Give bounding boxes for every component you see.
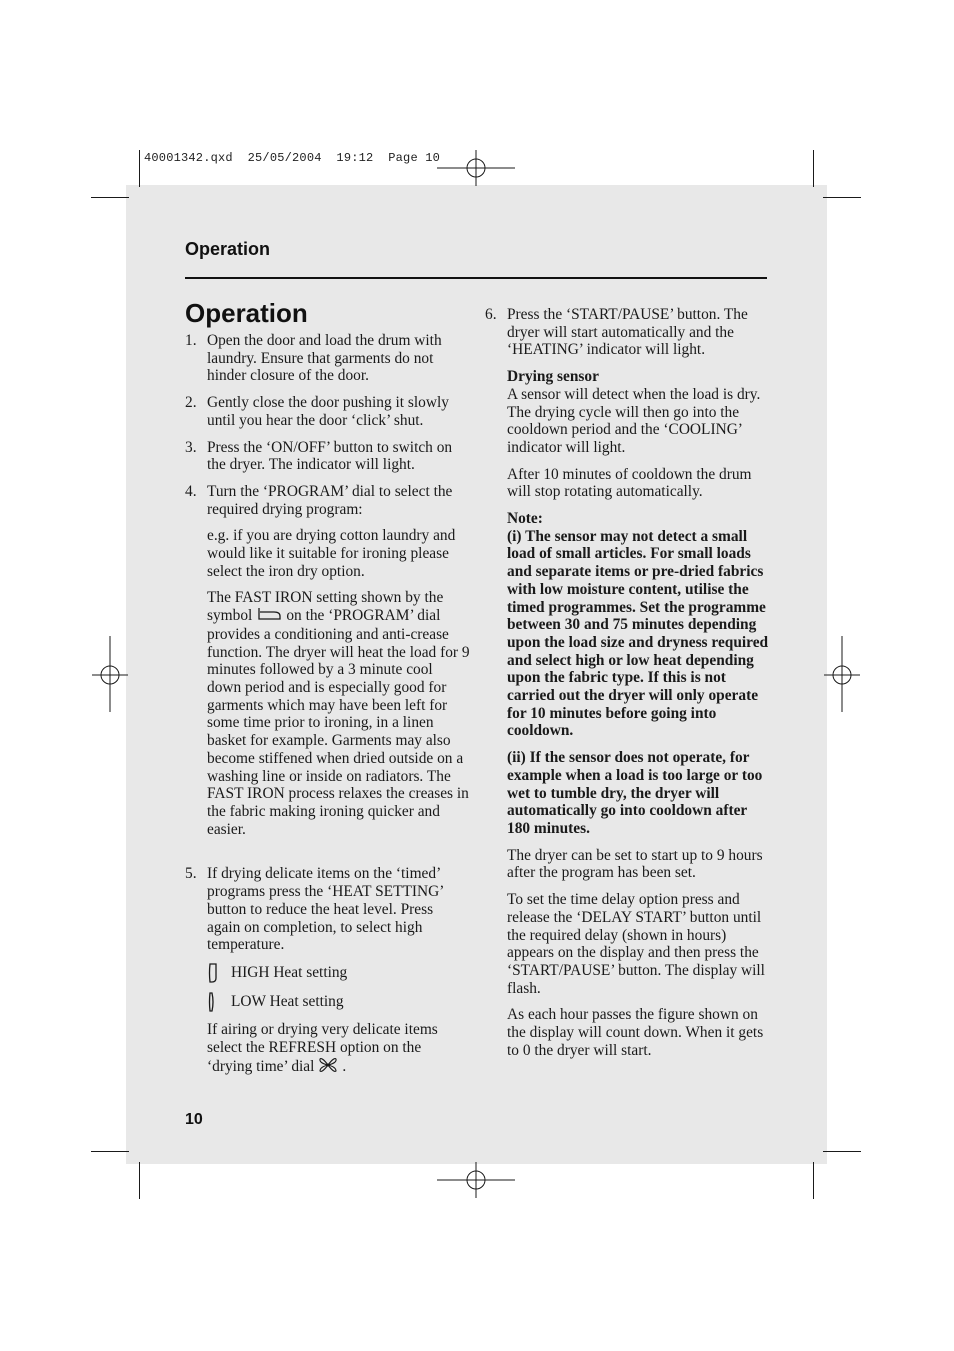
- step-number: 3.: [185, 438, 197, 456]
- note-ii: (ii) If the sensor does not operate, for example when a load is too large or too wet to tumble dry, the dryer will automatically go into cooldown after 180 minutes.: [507, 749, 763, 837]
- airing-text-after: .: [342, 1058, 347, 1076]
- drying-sensor-section: [507, 368, 771, 457]
- step-text: Press the ‘ON/OFF’ button to switch on the dryer. The indicator will light.: [207, 438, 453, 474]
- step-number: 4.: [185, 482, 197, 500]
- running-head: Operation: [185, 239, 271, 259]
- registration-mark-left: [90, 636, 130, 714]
- step-text: Press the ‘START/PAUSE’ button. The dryer will start automatically and the ‘HEATING’ indicator will light.: [507, 306, 748, 359]
- countdown-text: As each hour passes the figure shown on the display will count down. When it gets to 0 the dryer will start.: [507, 1006, 764, 1059]
- drying-sensor-heading: Drying sensor: [507, 368, 599, 386]
- high-heat-row: [207, 963, 470, 983]
- step-text: If drying delicate items on the ‘timed’ programs press the ‘HEAT SETTING’ button to reduce the heat level. Press again on completion, to select high temperature.: [207, 865, 444, 954]
- step-number: 1.: [185, 332, 197, 349]
- spacer: [185, 847, 470, 865]
- airing-description: [207, 1021, 470, 1079]
- iron-symbol-icon: [256, 607, 282, 626]
- low-heat-label: LOW Heat setting: [231, 993, 344, 1011]
- step-4: [185, 483, 470, 838]
- crop-mark: [91, 1151, 129, 1152]
- crop-mark: [139, 1162, 140, 1199]
- right-column: [485, 306, 771, 1068]
- step-5: [185, 865, 470, 1079]
- step-1: [185, 332, 470, 385]
- step-example: e.g. if you are drying cotton laundry and would like it suitable for ironing please select the iron dry option.: [207, 527, 456, 580]
- note-heading: Note:: [507, 510, 543, 528]
- airing-text-before: If airing or drying very delicate items select the REFRESH option on the ‘drying time’ dial: [207, 1020, 438, 1076]
- page-title: Operation: [185, 298, 308, 328]
- note-i: (i) The sensor may not detect a small load of small articles. For small loads and separate items or pre-dried fabrics with low moisture content, utilise the timed programmes. Set the programme between 30 and 75 minutes depending upon the load size and dryness required and select high or low heat depending upon the fabric type. If this is not carried out the dryer will only operate for 10 minutes before going into cooldown.: [507, 527, 769, 740]
- step-number: 2.: [185, 394, 197, 412]
- registration-mark-right: [822, 636, 862, 714]
- header-rule: [185, 277, 767, 279]
- low-heat-row: [207, 992, 470, 1012]
- fast-iron-text-after: on the ‘PROGRAM’ dial provides a conditioning and anti-crease function. The dryer will heat the load for 9 minutes followed by a 3 minute cool down period and is especially good for garments which may have been left for some time prior to ironing, in a linen basket for example. Garments may also become stiffened when dried outside on a washing line or inside on radiators. The FAST IRON process relaxes the creases in the fabric making ironing quicker and easier.: [207, 607, 470, 838]
- step-text: Gently close the door pushing it slowly until you hear the door ‘click’ shut.: [207, 394, 449, 429]
- registration-mark-top: [437, 148, 517, 188]
- delay-intro: The dryer can be set to start up to 9 hours after the program has been set.: [507, 846, 763, 882]
- refresh-fan-icon: [318, 1056, 338, 1079]
- low-heat-icon: [207, 992, 227, 1012]
- step-number: 5.: [185, 865, 197, 883]
- print-slug: 40001342.qxd 25/05/2004 19:12 Page 10: [144, 151, 441, 165]
- registration-mark-bottom: [437, 1160, 517, 1200]
- fast-iron-text-before: The FAST IRON setting shown by the symbol: [207, 589, 444, 625]
- step-2: [185, 394, 470, 429]
- step-text: Open the door and load the drum with laundry. Ensure that garments do not hinder closure of the door.: [207, 332, 442, 385]
- high-heat-icon: [207, 963, 227, 983]
- crop-mark: [91, 197, 129, 198]
- cooldown-text: After 10 minutes of cooldown the drum will stop rotating automatically.: [507, 465, 752, 501]
- note-section: [507, 510, 771, 740]
- crop-mark: [813, 1162, 814, 1199]
- drying-sensor-text: A sensor will detect when the load is dry. The drying cycle will then go into the cooldown period and the ‘COOLING’ indicator will light.: [507, 385, 761, 456]
- delay-howto: To set the time delay option press and release the ‘DELAY START’ button until the required delay (shown in hours) appears on the display and then press the ‘START/PAUSE’ button. The display will flash.: [507, 891, 765, 997]
- fast-iron-description: [207, 589, 470, 838]
- crop-mark: [823, 197, 861, 198]
- page-number: 10: [185, 1111, 203, 1128]
- crop-mark: [139, 150, 140, 187]
- step-3: [185, 439, 470, 474]
- high-heat-label: HIGH Heat setting: [231, 964, 348, 982]
- step-number: 6.: [485, 306, 497, 323]
- crop-mark: [813, 150, 814, 187]
- step-6: [485, 306, 771, 1059]
- crop-mark: [823, 1151, 861, 1152]
- step-text: Turn the ‘PROGRAM’ dial to select the required drying program:: [207, 482, 453, 518]
- left-column: [185, 332, 470, 1088]
